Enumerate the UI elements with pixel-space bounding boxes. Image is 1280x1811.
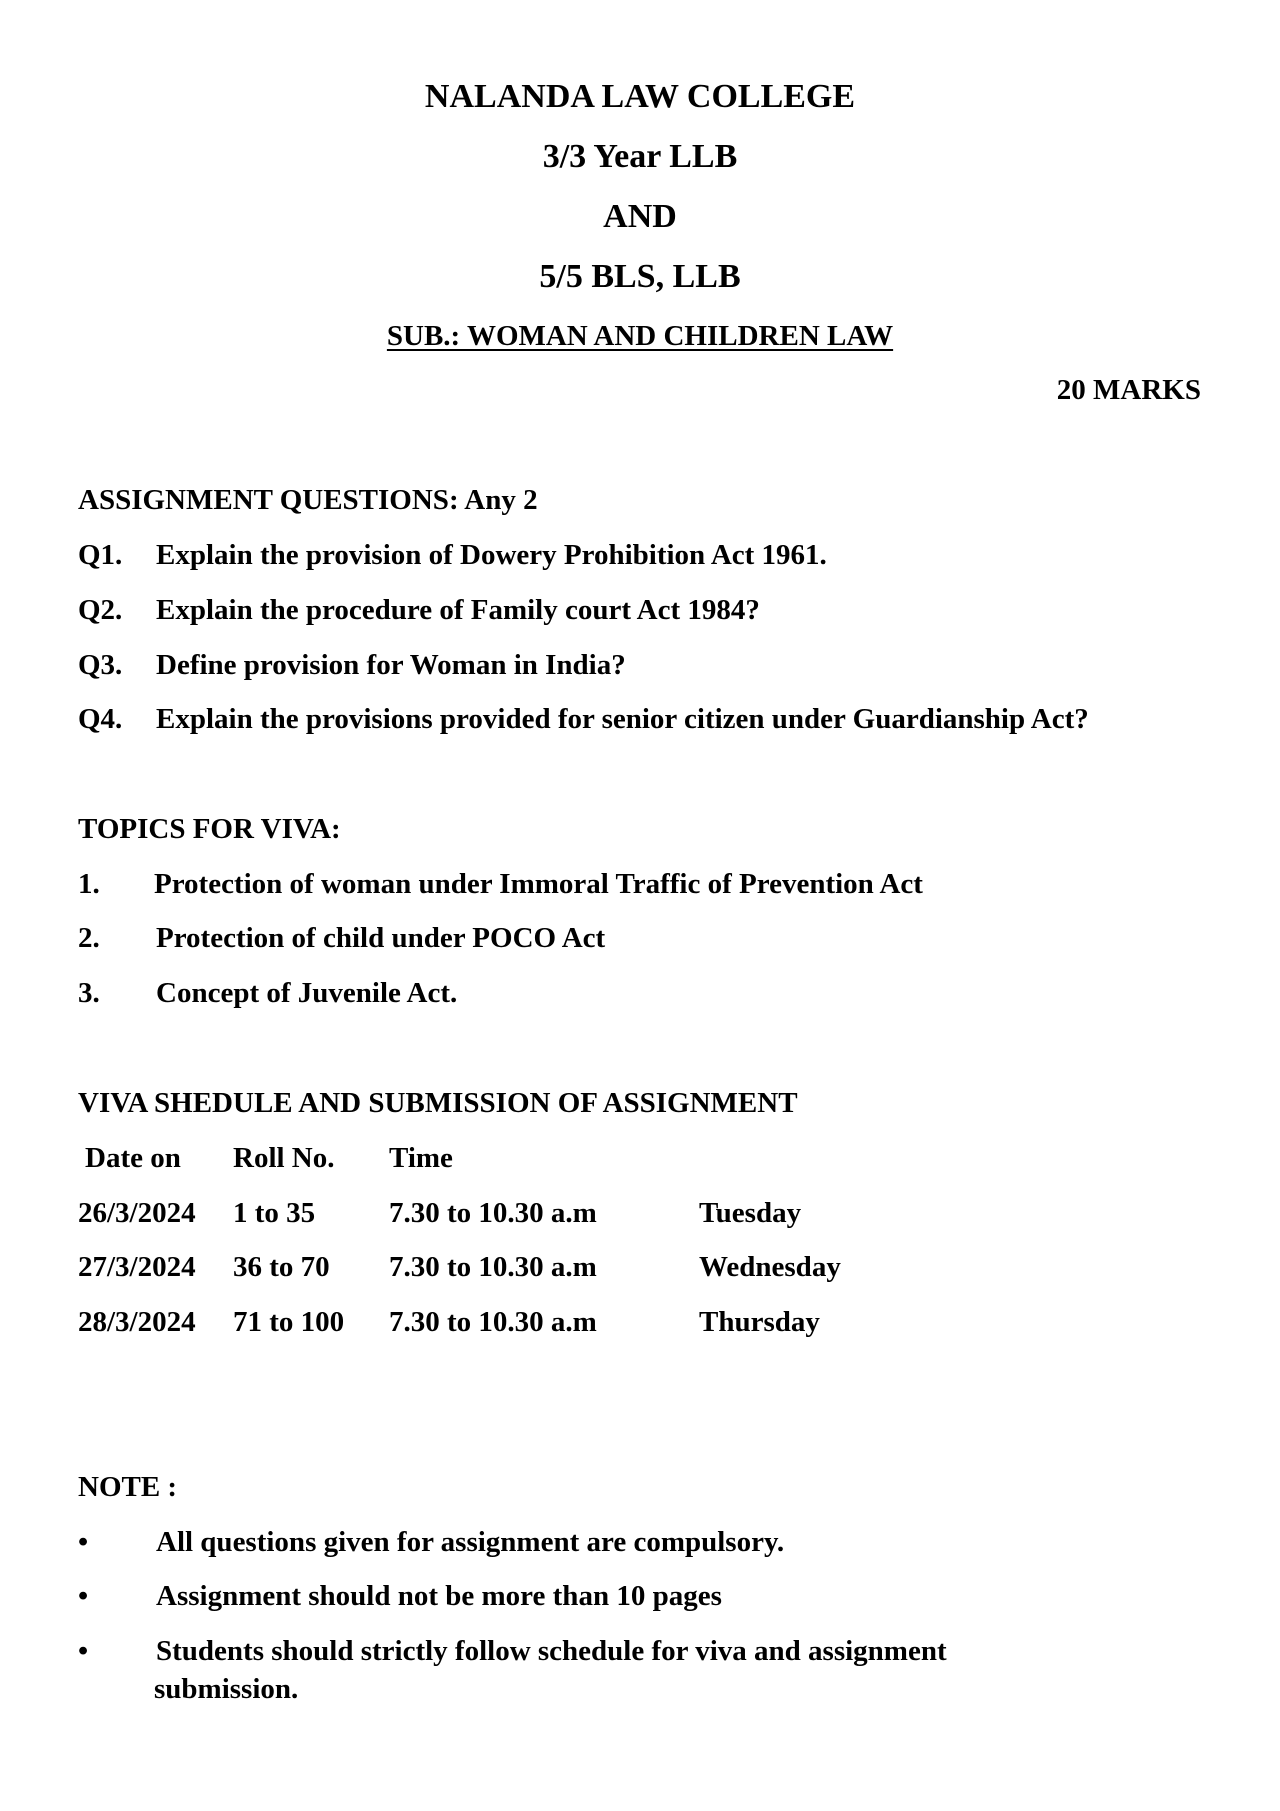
question-text: Explain the provisions provided for senior citizen under Guardianship Act? (156, 703, 1089, 735)
bullet-icon: • (78, 1580, 89, 1612)
note-heading: NOTE : (78, 1471, 178, 1503)
schedule-date: 27/3/2024 (78, 1251, 196, 1283)
note-item: All questions given for assignment are compulsory. (156, 1526, 785, 1558)
column-header-roll: Roll No. (233, 1142, 335, 1174)
topic-text: Concept of Juvenile Act. (156, 977, 458, 1009)
schedule-roll: 71 to 100 (233, 1306, 345, 1338)
column-header-time: Time (389, 1142, 453, 1174)
schedule-day: Wednesday (699, 1251, 841, 1283)
conjunction: AND (603, 198, 677, 235)
schedule-time: 7.30 to 10.30 a.m (389, 1306, 597, 1338)
schedule-day: Thursday (699, 1306, 820, 1338)
topic-number: 1. (78, 868, 100, 900)
schedule-time: 7.30 to 10.30 a.m (389, 1197, 597, 1229)
total-marks: 20 MARKS (1056, 374, 1201, 406)
bullet-icon: • (78, 1526, 89, 1558)
note-item: Assignment should not be more than 10 pages (156, 1580, 722, 1612)
schedule-date: 28/3/2024 (78, 1306, 196, 1338)
schedule-date: 26/3/2024 (78, 1197, 196, 1229)
college-name: NALANDA LAW COLLEGE (424, 78, 856, 115)
topic-number: 2. (78, 922, 100, 954)
assignment-heading: ASSIGNMENT QUESTIONS: Any 2 (78, 484, 538, 516)
topic-number: 3. (78, 977, 100, 1009)
note-item: Students should strictly follow schedule for viva and assignment (156, 1635, 947, 1667)
column-header-date: Date on (85, 1142, 181, 1174)
question-text: Explain the procedure of Family court Act 1984? (156, 594, 760, 626)
course-5-year: 5/5 BLS, LLB (539, 258, 741, 295)
bullet-icon: • (78, 1635, 89, 1667)
schedule-roll: 36 to 70 (233, 1251, 330, 1283)
question-number: Q2. (78, 594, 123, 626)
question-number: Q4. (78, 703, 123, 735)
subject-title: SUB.: WOMAN AND CHILDREN LAW (386, 320, 894, 352)
note-item-continuation: submission. (154, 1673, 299, 1705)
topic-text: Protection of woman under Immoral Traffic of Prevention Act (154, 868, 923, 900)
topic-text: Protection of child under POCO Act (156, 922, 606, 954)
schedule-time: 7.30 to 10.30 a.m (389, 1251, 597, 1283)
question-number: Q1. (78, 539, 123, 571)
course-3-year: 3/3 Year LLB (542, 138, 738, 175)
question-text: Define provision for Woman in India? (156, 649, 626, 681)
question-number: Q3. (78, 649, 123, 681)
viva-topics-heading: TOPICS FOR VIVA: (78, 813, 341, 845)
schedule-roll: 1 to 35 (233, 1197, 316, 1229)
schedule-day: Tuesday (699, 1197, 802, 1229)
schedule-heading: VIVA SHEDULE AND SUBMISSION OF ASSIGNMENT (78, 1087, 798, 1119)
question-text: Explain the provision of Dowery Prohibition Act 1961. (156, 539, 827, 571)
